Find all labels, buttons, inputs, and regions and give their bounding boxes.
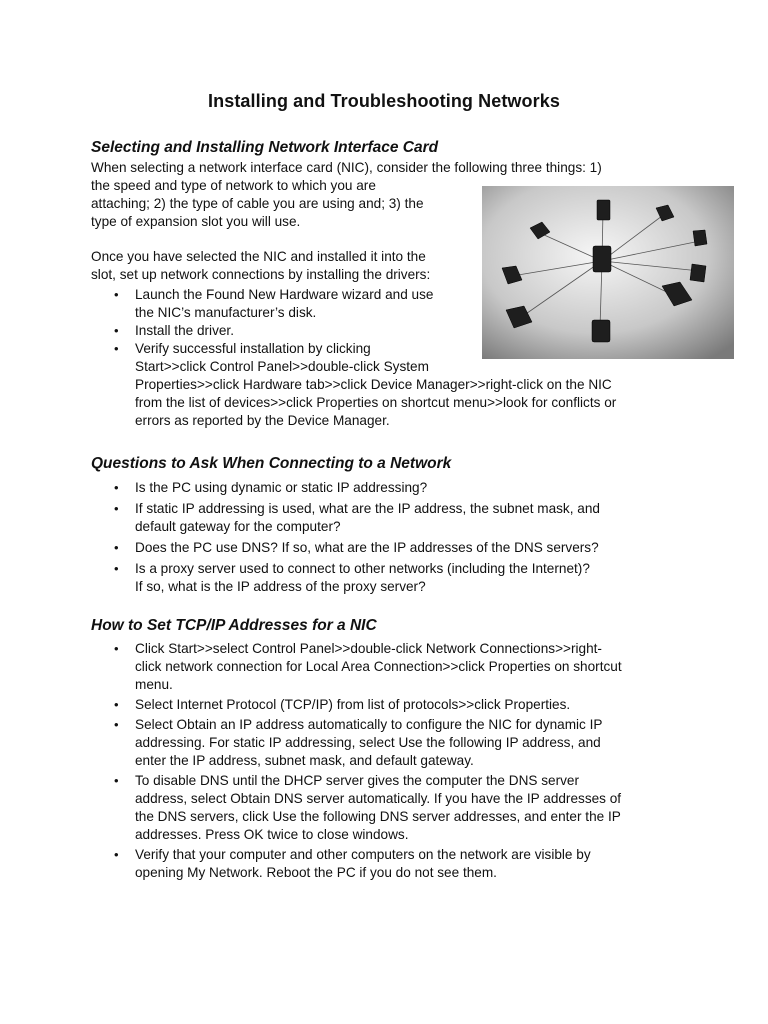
drivers-paragraph xyxy=(91,248,430,284)
text-line: addresses. Press OK twice to close windows. xyxy=(135,827,409,842)
list-item xyxy=(0,716,768,770)
text-line: Start>>click Control Panel>>double-click System xyxy=(135,359,429,374)
text-line: click network connection for Local Area Connection>>click Properties on shortcut xyxy=(135,659,622,674)
bullet-icon: • xyxy=(114,561,119,576)
bullet-icon: • xyxy=(114,480,119,495)
text-line: opening My Network. Reboot the PC if you do not see them. xyxy=(135,865,497,880)
bullet-icon: • xyxy=(114,773,119,788)
text-line: Is the PC using dynamic or static IP addressing? xyxy=(135,480,428,495)
text-line: Once you have selected the NIC and installed it into the xyxy=(91,249,426,264)
page-title: Installing and Troubleshooting Networks xyxy=(208,91,560,111)
bullet-icon: • xyxy=(114,847,119,862)
section-heading-questions: Questions to Ask When Connecting to a Network xyxy=(91,455,452,472)
text-line: If static IP addressing is used, what are the IP address, the subnet mask, and xyxy=(135,501,600,516)
text-line: To disable DNS until the DHCP server gives the computer the DNS server xyxy=(135,773,579,788)
text-line: errors as reported by the Device Manager. xyxy=(135,413,390,428)
bullet-icon: • xyxy=(114,341,119,356)
text-line: menu. xyxy=(135,677,173,692)
text-line: Does the PC use DNS? If so, what are the IP addresses of the DNS servers? xyxy=(135,540,599,555)
list-item xyxy=(0,286,768,322)
text-line: Click Start>>select Control Panel>>double-click Network Connections>>right- xyxy=(135,641,602,656)
bullet-icon: • xyxy=(114,501,119,516)
text-line: Properties>>click Hardware tab>>click Device Manager>>right-click on the NIC xyxy=(135,377,612,392)
text-line: When selecting a network interface card (NIC), consider the following three things: 1) xyxy=(91,160,602,175)
text-line: enter the IP address, subnet mask, and default gateway. xyxy=(135,753,474,768)
questions-list xyxy=(0,479,768,596)
bullet-icon: • xyxy=(114,323,119,338)
text-line: If so, what is the IP address of the proxy server? xyxy=(135,579,426,594)
text-line: from the list of devices>>click Properties on shortcut menu>>look for conflicts or xyxy=(135,395,617,410)
section-heading-nic: Selecting and Installing Network Interface Card xyxy=(91,139,439,156)
text-line: Install the driver. xyxy=(135,323,234,338)
bullet-icon: • xyxy=(114,641,119,656)
text-line: type of expansion slot you will use. xyxy=(91,214,301,229)
list-item xyxy=(0,560,768,596)
text-line: slot, set up network connections by installing the drivers: xyxy=(91,267,431,282)
text-line: Select Obtain an IP address automatically to configure the NIC for dynamic IP xyxy=(135,717,603,732)
text-line: Select Internet Protocol (TCP/IP) from list of protocols>>click Properties. xyxy=(135,697,571,712)
text-line: address, select Obtain DNS server automatically. If you have the IP addresses of xyxy=(135,791,622,806)
bullet-icon: • xyxy=(114,717,119,732)
text-line: Is a proxy server used to connect to other networks (including the Internet)? xyxy=(135,561,590,576)
list-item xyxy=(0,500,768,536)
nic-steps-list xyxy=(0,286,768,430)
text-line: Verify that your computer and other computers on the network are visible by xyxy=(135,847,591,862)
list-item xyxy=(0,322,768,340)
section-heading-tcpip: How to Set TCP/IP Addresses for a NIC xyxy=(91,617,377,634)
text-line: default gateway for the computer? xyxy=(135,519,341,534)
list-item xyxy=(0,696,768,714)
list-item xyxy=(0,539,768,557)
list-item xyxy=(0,340,768,430)
bullet-icon: • xyxy=(114,287,119,302)
text-line: attaching; 2) the type of cable you are using and; 3) the xyxy=(91,196,424,211)
text-line: the NIC’s manufacturer’s disk. xyxy=(135,305,317,320)
text-line: the speed and type of network to which you are xyxy=(91,178,376,193)
bullet-icon: • xyxy=(114,540,119,555)
text-line: Verify successful installation by clicking xyxy=(135,341,371,356)
list-item xyxy=(0,846,768,882)
tcpip-steps-list xyxy=(0,640,768,882)
text-line: the DNS servers, click Use the following DNS server addresses, and enter the IP xyxy=(135,809,621,824)
text-line: Launch the Found New Hardware wizard and use xyxy=(135,287,434,302)
bullet-icon: • xyxy=(114,697,119,712)
list-item xyxy=(0,640,768,694)
text-line: addressing. For static IP addressing, select Use the following IP address, and xyxy=(135,735,601,750)
list-item xyxy=(0,772,768,844)
list-item xyxy=(0,479,768,497)
